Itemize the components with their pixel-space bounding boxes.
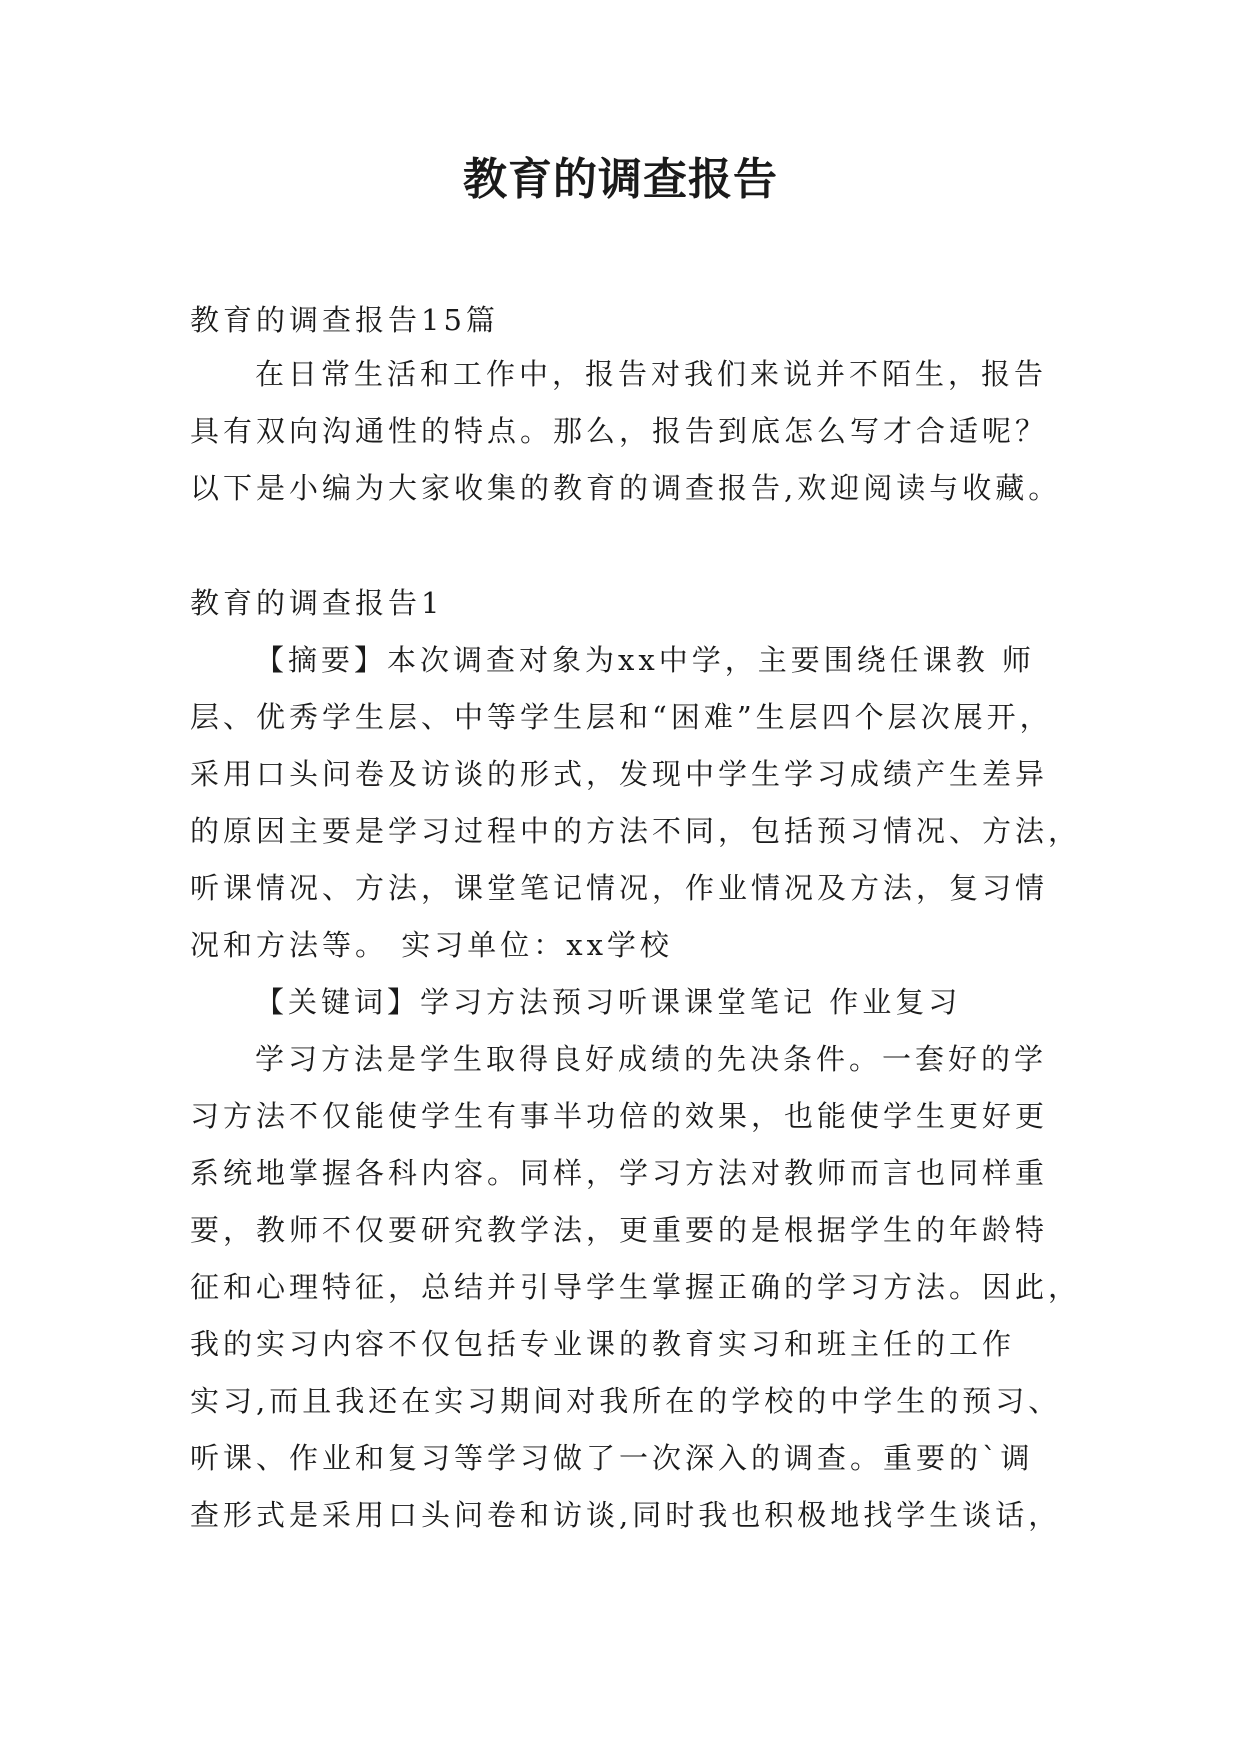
keywords-line: 【关键词】学习方法预习听课课堂笔记 作业复习 <box>255 985 962 1019</box>
body-line: 要，教师不仅要研究教学法，更重要的是根据学生的年龄特 <box>190 1213 1049 1247</box>
abstract-line: 层、优秀学生层、中等学生层和“困难”生层四个层次展开， <box>190 700 1053 734</box>
section-heading: 教育的调查报告1 <box>190 586 444 620</box>
body-line: 征和心理特征，总结并引导学生掌握正确的学习方法。因此， <box>190 1270 1082 1304</box>
body-line: 系统地掌握各科内容。同样，学习方法对教师而言也同样重 <box>190 1156 1049 1190</box>
body-line: 查形式是采用口头问卷和访谈,同时我也积极地找学生谈话， <box>190 1498 1062 1532</box>
intro-line: 在日常生活和工作中，报告对我们来说并不陌生，报告 <box>255 357 1048 391</box>
intro-line: 以下是小编为大家收集的教育的调查报告,欢迎阅读与收藏。 <box>190 471 1062 505</box>
body-line: 我的实习内容不仅包括专业课的教育实习和班主任的工作 <box>190 1327 1016 1361</box>
body-line: 学习方法是学生取得良好成绩的先决条件。一套好的学 <box>255 1042 1048 1076</box>
abstract-line: 的原因主要是学习过程中的方法不同，包括预习情况、方法， <box>190 814 1082 848</box>
abstract-line: 采用口头问卷及访谈的形式，发现中学生学习成绩产生差异 <box>190 757 1049 791</box>
document-title: 教育的调查报告 <box>463 154 778 205</box>
body-line: 习方法不仅能使学生有事半功倍的效果，也能使学生更好更 <box>190 1099 1049 1133</box>
abstract-line: 况和方法等。 实习单位：xx学校 <box>190 928 673 962</box>
abstract-line: 【摘要】本次调查对象为xx中学，主要围绕任课教 师 <box>255 643 1035 677</box>
intro-line: 具有双向沟通性的特点。那么，报告到底怎么写才合适呢？ <box>190 414 1049 448</box>
subtitle-line: 教育的调查报告15篇 <box>190 303 499 337</box>
body-line: 听课、作业和复习等学习做了一次深入的调查。重要的`调 <box>190 1441 1034 1475</box>
abstract-line: 听课情况、方法，课堂笔记情况，作业情况及方法，复习情 <box>190 871 1049 905</box>
body-line: 实习,而且我还在实习期间对我所在的学校的中学生的预习、 <box>190 1384 1062 1418</box>
